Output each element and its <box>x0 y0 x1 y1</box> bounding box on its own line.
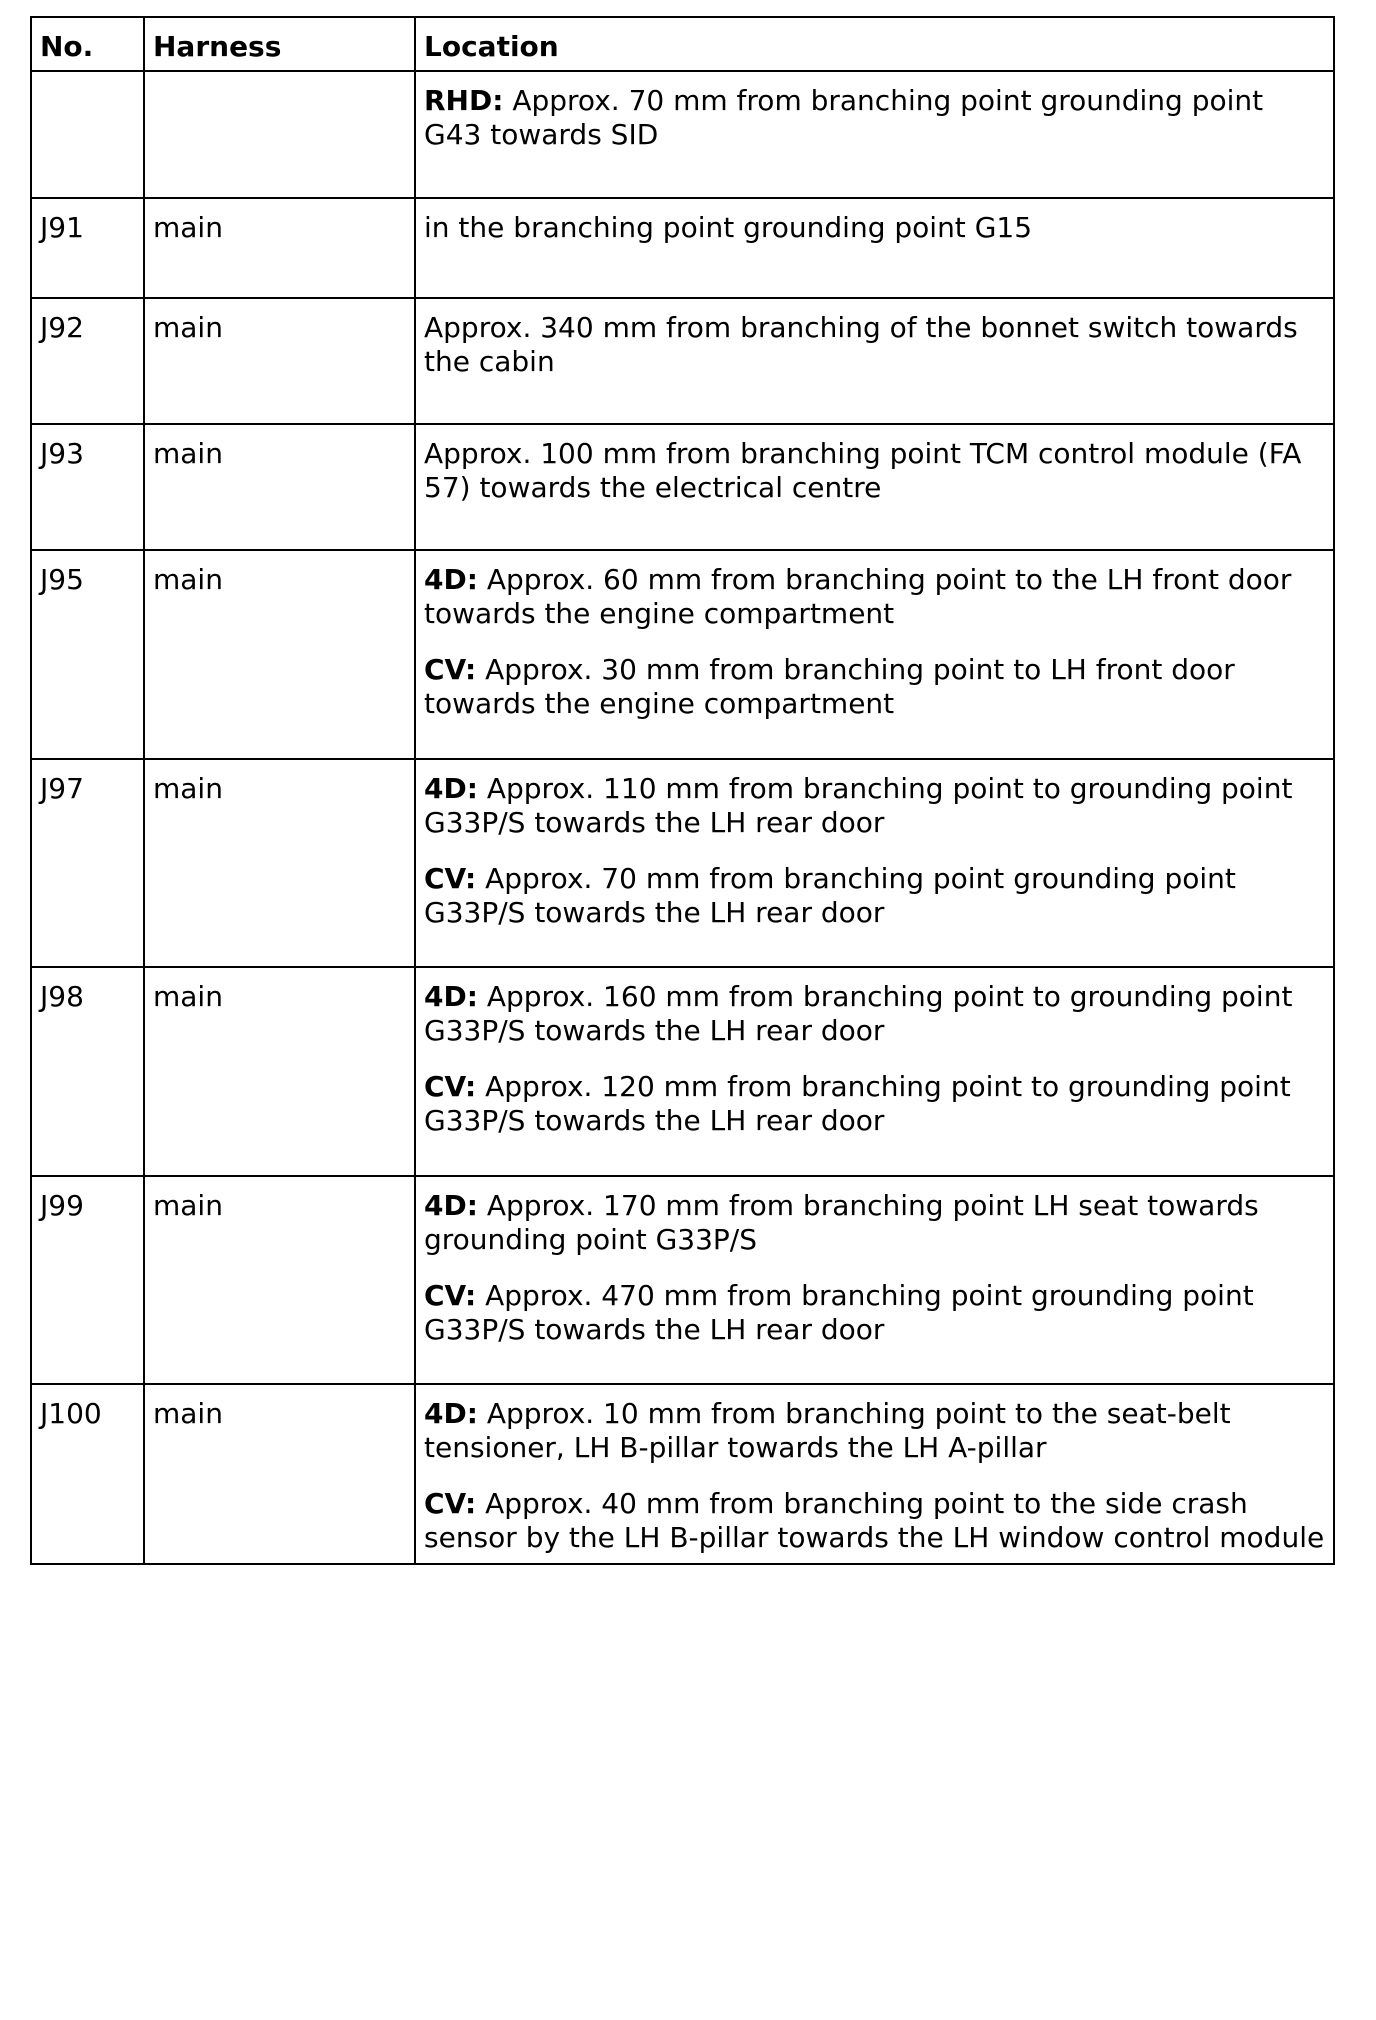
location-paragraph <box>424 1397 1325 1465</box>
location-text: in the branching point grounding point G15 <box>424 211 1033 244</box>
location-text: Approx. 170 mm from branching point LH seat towards grounding point G33P/S <box>424 1189 1259 1256</box>
table-row <box>31 967 1334 1176</box>
location-paragraph <box>424 1487 1325 1555</box>
cell-harness: main <box>144 1176 415 1384</box>
variant-label: CV: <box>424 653 477 686</box>
header-location: Location <box>415 17 1334 71</box>
table-header <box>31 17 1334 71</box>
location-paragraph <box>424 1279 1325 1347</box>
variant-label: CV: <box>424 862 477 895</box>
location-paragraph <box>424 1189 1325 1257</box>
variant-label: CV: <box>424 1487 477 1520</box>
cell-location <box>415 424 1334 550</box>
variant-label: 4D: <box>424 980 478 1013</box>
cell-no: J92 <box>31 298 144 424</box>
cell-no: J95 <box>31 550 144 759</box>
location-text: Approx. 70 mm from branching point grounding point G43 towards SID <box>424 84 1264 151</box>
cell-harness: main <box>144 424 415 550</box>
cell-no <box>31 71 144 198</box>
cell-location <box>415 759 1334 967</box>
location-paragraph <box>424 563 1325 631</box>
location-text: Approx. 70 mm from branching point grounding point G33P/S towards the LH rear door <box>424 862 1236 929</box>
cell-harness: main <box>144 550 415 759</box>
location-text: Approx. 100 mm from branching point TCM control module (FA 57) towards the electrical centre <box>424 437 1302 504</box>
cell-harness: main <box>144 967 415 1176</box>
location-text: Approx. 30 mm from branching point to LH front door towards the engine compartment <box>424 653 1235 720</box>
cell-harness: main <box>144 298 415 424</box>
header-row <box>31 17 1334 71</box>
location-text: Approx. 120 mm from branching point to grounding point G33P/S towards the LH rear door <box>424 1070 1291 1137</box>
location-paragraph <box>424 211 1325 245</box>
harness-location-table <box>30 16 1335 1565</box>
location-text: Approx. 470 mm from branching point grounding point G33P/S towards the LH rear door <box>424 1279 1254 1346</box>
table-body <box>31 71 1334 1564</box>
variant-label: CV: <box>424 1279 477 1312</box>
cell-harness: main <box>144 1384 415 1564</box>
location-text: Approx. 10 mm from branching point to the seat-belt tensioner, LH B-pillar towards the LH A-pillar <box>424 1397 1231 1464</box>
cell-location <box>415 298 1334 424</box>
cell-no: J99 <box>31 1176 144 1384</box>
table-row <box>31 550 1334 759</box>
cell-no: J93 <box>31 424 144 550</box>
location-paragraph <box>424 653 1325 721</box>
cell-location <box>415 71 1334 198</box>
table-row <box>31 759 1334 967</box>
cell-no: J91 <box>31 198 144 298</box>
location-paragraph <box>424 84 1325 152</box>
location-paragraph <box>424 772 1325 840</box>
cell-location <box>415 967 1334 1176</box>
location-paragraph <box>424 311 1325 379</box>
table-row <box>31 198 1334 298</box>
location-paragraph <box>424 437 1325 505</box>
variant-label: 4D: <box>424 1397 478 1430</box>
variant-label: RHD: <box>424 84 504 117</box>
location-text: Approx. 110 mm from branching point to grounding point G33P/S towards the LH rear door <box>424 772 1293 839</box>
cell-location <box>415 1176 1334 1384</box>
cell-harness <box>144 71 415 198</box>
table-row <box>31 1176 1334 1384</box>
cell-harness: main <box>144 198 415 298</box>
cell-no: J97 <box>31 759 144 967</box>
cell-no: J100 <box>31 1384 144 1564</box>
table-row <box>31 1384 1334 1564</box>
location-paragraph <box>424 1070 1325 1138</box>
cell-harness: main <box>144 759 415 967</box>
location-paragraph <box>424 862 1325 930</box>
cell-location <box>415 1384 1334 1564</box>
location-text: Approx. 40 mm from branching point to the side crash sensor by the LH B-pillar towards the LH window control module <box>424 1487 1325 1554</box>
cell-location <box>415 198 1334 298</box>
variant-label: CV: <box>424 1070 477 1103</box>
location-text: Approx. 340 mm from branching of the bonnet switch towards the cabin <box>424 311 1298 378</box>
table-row <box>31 298 1334 424</box>
table-row <box>31 71 1334 198</box>
cell-no: J98 <box>31 967 144 1176</box>
variant-label: 4D: <box>424 1189 478 1222</box>
variant-label: 4D: <box>424 772 478 805</box>
location-text: Approx. 60 mm from branching point to the LH front door towards the engine compartment <box>424 563 1292 630</box>
location-paragraph <box>424 980 1325 1048</box>
variant-label: 4D: <box>424 563 478 596</box>
location-text: Approx. 160 mm from branching point to grounding point G33P/S towards the LH rear door <box>424 980 1293 1047</box>
header-harness: Harness <box>144 17 415 71</box>
table-row <box>31 424 1334 550</box>
header-no: No. <box>31 17 144 71</box>
cell-location <box>415 550 1334 759</box>
